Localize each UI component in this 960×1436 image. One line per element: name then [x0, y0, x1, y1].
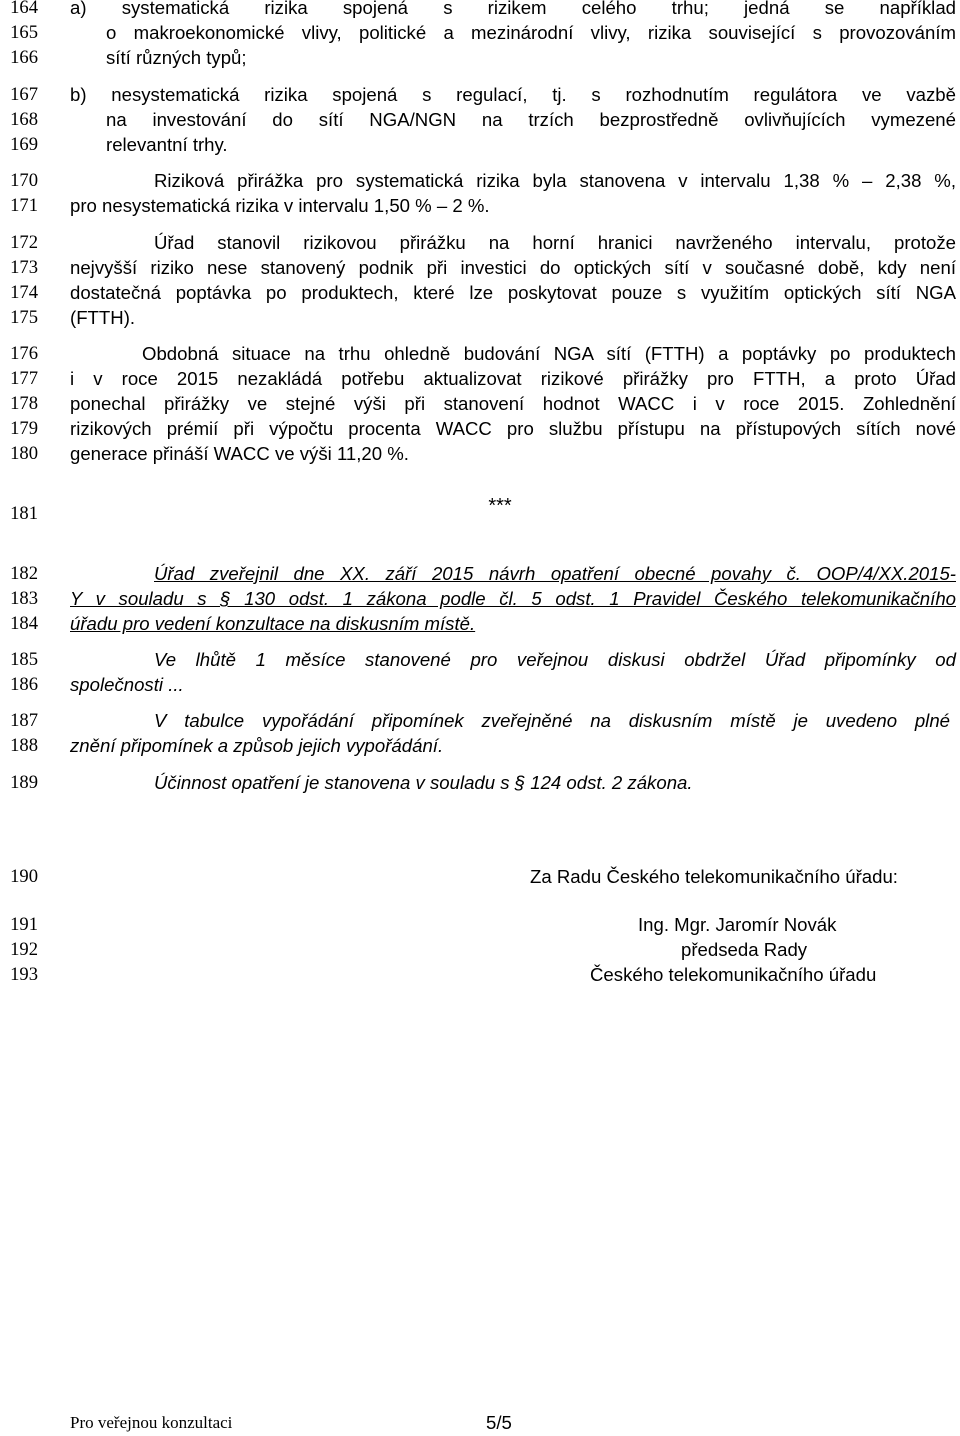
line-number: 175	[10, 307, 38, 328]
line-number: 172	[10, 232, 38, 253]
line-number: 192	[10, 939, 38, 960]
line-number: 191	[10, 914, 38, 935]
line-number: 179	[10, 418, 38, 439]
signatory-role: předseda Rady	[681, 939, 808, 960]
line-number: 186	[10, 674, 38, 695]
line-number: 184	[10, 613, 38, 634]
list-item-a-line: sítí různých typů;	[106, 47, 247, 68]
italic-paragraph-line: společnosti ...	[70, 674, 184, 695]
line-number: 167	[10, 84, 38, 105]
page-number: 5/5	[486, 1412, 512, 1433]
paragraph-line: nejvyšší riziko nese stanovený podnik při investici do optických sítí v současné době, kdy není	[70, 257, 956, 278]
line-number: 183	[10, 588, 38, 609]
italic-paragraph-line: V tabulce vypořádání připomínek zveřejněné na diskusním místě je uvedeno plné	[154, 710, 950, 731]
line-number: 176	[10, 343, 38, 364]
line-number: 180	[10, 443, 38, 464]
paragraph-line: i v roce 2015 nezakládá potřebu aktualizovat rizikové přirážky pro FTTH, a proto Úřad	[70, 368, 956, 389]
list-item-b-line: na investování do sítí NGA/NGN na trzích bezprostředně ovlivňujících vymezené	[106, 109, 956, 130]
italic-paragraph-line: Ve lhůtě 1 měsíce stanovené pro veřejnou diskusi obdržel Úřad připomínky od	[154, 649, 956, 670]
italic-paragraph-line: znění připomínek a způsob jejich vypořádání.	[70, 735, 444, 756]
line-number: 178	[10, 393, 38, 414]
line-number: 173	[10, 257, 38, 278]
signature-heading: Za Radu Českého telekomunikačního úřadu:	[530, 866, 898, 887]
list-item-b-line: relevantní trhy.	[106, 134, 228, 155]
paragraph-line: ponechal přirážky ve stejné výši při stanovení hodnot WACC i v roce 2015. Zohlednění	[70, 393, 956, 414]
list-item-a-line: a) systematická rizika spojená s rizikem celého trhu; jedná se například	[70, 0, 956, 18]
italic-paragraph-line: úřadu pro vedení konzultace na diskusním místě.	[70, 613, 476, 634]
paragraph-line: generace přináší WACC ve výši 11,20 %.	[70, 443, 409, 464]
line-number: 188	[10, 735, 38, 756]
paragraph-line: Úřad stanovil rizikovou přirážku na horní hranici navrženého intervalu, protože	[154, 232, 956, 253]
italic-paragraph-line: Y v souladu s § 130 odst. 1 zákona podle čl. 5 odst. 1 Pravidel Českého telekomunikačního	[70, 588, 956, 609]
signatory-institution: Českého telekomunikačního úřadu	[590, 964, 877, 985]
paragraph-line: rizikových prémií při výpočtu procenta WACC pro službu přístupu na přístupových sítích nové	[70, 418, 956, 439]
paragraph-line: dostatečná poptávka po produktech, které lze poskytovat pouze s využitím optických sítí NGA	[70, 282, 956, 303]
line-number: 185	[10, 649, 38, 670]
signatory-name: Ing. Mgr. Jaromír Novák	[638, 914, 837, 935]
paragraph-line: Obdobná situace na trhu ohledně budování NGA sítí (FTTH) a poptávky po produktech	[142, 343, 956, 364]
line-number: 168	[10, 109, 38, 130]
line-number: 166	[10, 47, 38, 68]
line-number: 193	[10, 964, 38, 985]
italic-paragraph-line: Účinnost opatření je stanovena v souladu s § 124 odst. 2 zákona.	[154, 772, 693, 793]
section-separator: ***	[488, 495, 512, 517]
line-number: 165	[10, 22, 38, 43]
line-number: 181	[10, 503, 38, 524]
line-number: 170	[10, 170, 38, 191]
line-number: 182	[10, 563, 38, 584]
italic-paragraph-line: Úřad zveřejnil dne XX. září 2015 návrh opatření obecné povahy č. OOP/4/XX.2015-	[154, 563, 956, 584]
footer-label: Pro veřejnou konzultaci	[70, 1413, 233, 1432]
paragraph-line: Riziková přirážka pro systematická rizika byla stanovena v intervalu 1,38 % – 2,38 %,	[154, 170, 956, 191]
line-number: 171	[10, 195, 38, 216]
line-number: 174	[10, 282, 38, 303]
line-number: 169	[10, 134, 38, 155]
line-number: 189	[10, 772, 38, 793]
paragraph-line: (FTTH).	[70, 307, 136, 328]
paragraph-line: pro nesystematická rizika v intervalu 1,50 % – 2 %.	[70, 195, 490, 216]
list-item-a-line: o makroekonomické vlivy, politické a mezinárodní vlivy, rizika související s provozováním	[106, 22, 956, 43]
line-number: 190	[10, 866, 38, 887]
line-number: 177	[10, 368, 38, 389]
line-number: 187	[10, 710, 38, 731]
line-number: 164	[10, 0, 38, 18]
list-item-b-line: b) nesystematická rizika spojená s regulací, tj. s rozhodnutím regulátora ve vazbě	[70, 84, 956, 105]
